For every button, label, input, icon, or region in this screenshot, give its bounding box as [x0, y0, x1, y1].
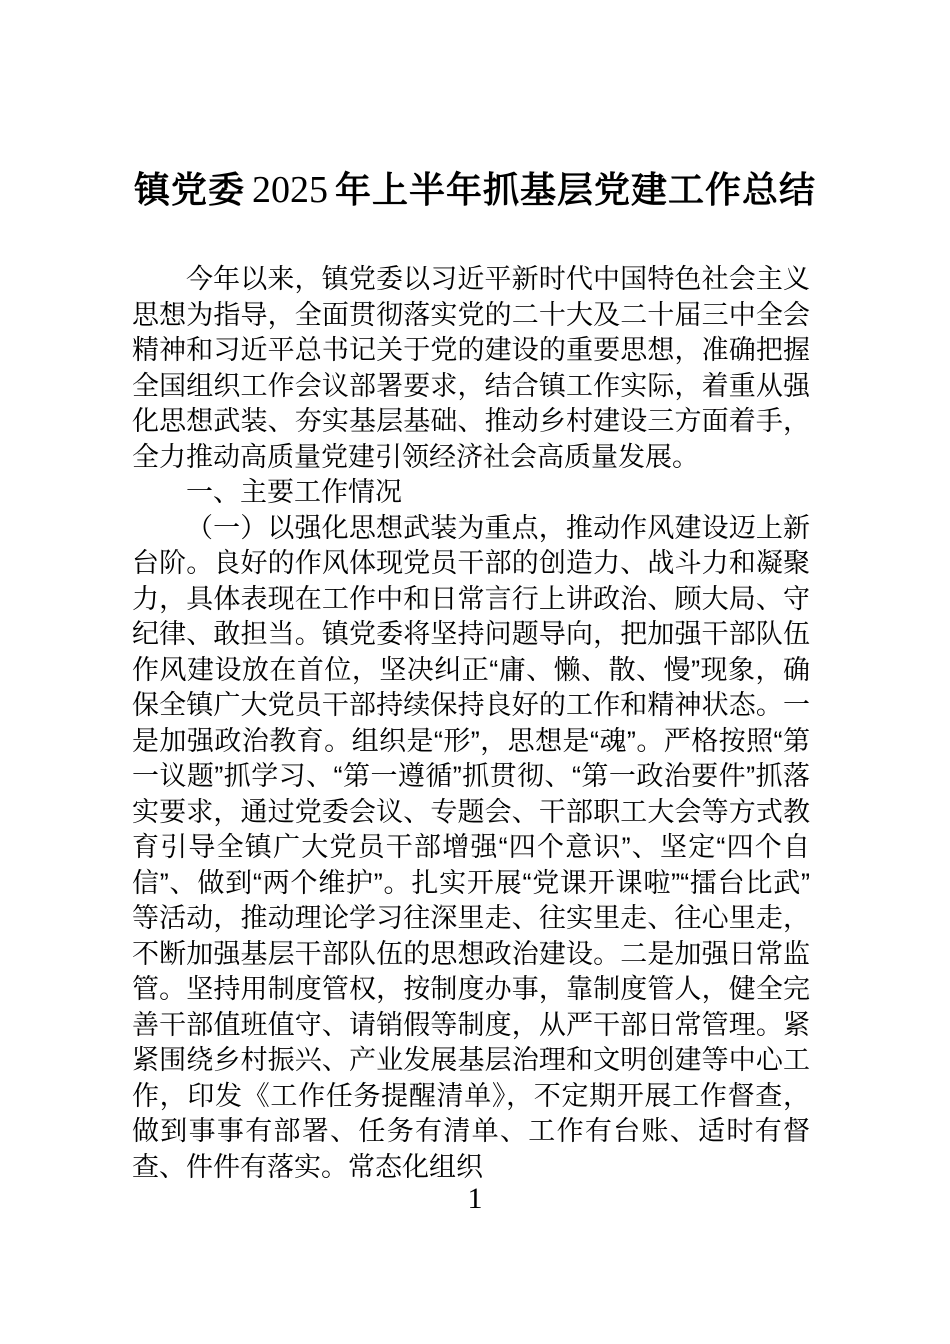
page-number: 1 [467, 1182, 483, 1215]
document-title [0, 166, 950, 214]
document-title-year: 2025 [252, 169, 328, 211]
section-heading-main-work: 一、主要工作情况 [186, 477, 402, 507]
document-title-prefix: 镇党委 [133, 169, 245, 210]
document-title-suffix: 年上半年抓基层党建工作总结 [335, 169, 817, 210]
document-body [132, 262, 810, 1185]
paragraph-intro: 今年以来，镇党委以习近平新时代中国特色社会主义思想为指导，全面贯彻落实党的二十大及二十届三中全会精神和习近平总书记关于党的建设的重要思想，准确把握全国组织工作会议部署要求，结合镇工作实际，着重从强化思想武装、夯实基层基础、推动乡村建设三方面着手，全力推动高质量党建引领经济社会高质量发展。 [132, 264, 810, 472]
page-footer [0, 1182, 950, 1216]
paragraph-section-one: （一）以强化思想武装为重点，推动作风建设迈上新台阶。良好的作风体现党员干部的创造力、战斗力和凝聚力，具体表现在工作中和日常言行上讲政治、顾大局、守纪律、敢担当。镇党委将坚持问题导向，把加强干部队伍作风建设放在首位，坚决纠正“庸、懒、散、慢”现象，确保全镇广大党员干部持续保持良好的工作和精神状态。一是加强政治教育。组织是“形”，思想是“魂”。严格按照“第一议题”抓学习、“第一遵循”抓贯彻、“第一政治要件”抓落实要求，通过党委会议、专题会、干部职工大会等方式教育引导全镇广大党员干部增强“四个意识”、坚定“四个自信”、做到“两个维护”。扎实开展“党课开课啦”“擂台比武”等活动，推动理论学习往深里走、往实里走、往心里走，不断加强基层干部队伍的思想政治建设。二是加强日常监管。坚持用制度管权，按制度办事，靠制度管人，健全完善干部值班值守、请销假等制度，从严干部日常管理。紧紧围绕乡村振兴、产业发展基层治理和文明创建等中心工作，印发《工作任务提醒清单》，不定期开展工作督查，做到事事有部署、任务有清单、工作有台账、适时有督查、件件有落实。常态化组织 [132, 512, 810, 1182]
